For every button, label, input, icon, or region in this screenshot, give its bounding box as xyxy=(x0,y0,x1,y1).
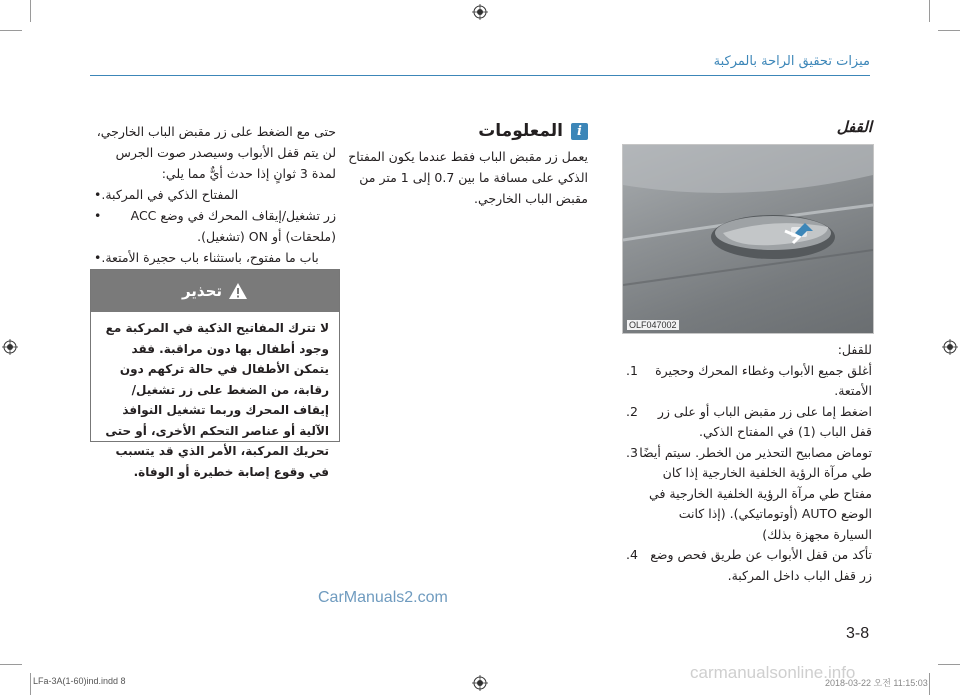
warning-triangle-icon xyxy=(228,282,248,300)
section-title: القفل xyxy=(836,118,872,136)
step-item: 2. اضغط إما على زر مقبض الباب أو على زر قفل الباب (1) في المفتاح الذكي. xyxy=(626,403,872,439)
crop-mark xyxy=(0,30,22,31)
page-number: 3-8 xyxy=(846,625,870,642)
crop-mark xyxy=(30,0,31,22)
footer-filename: LFa-3A(1-60)ind.indd 8 xyxy=(33,676,126,686)
crop-mark xyxy=(929,0,930,22)
conditions-list xyxy=(88,184,336,268)
step-item: 1. أغلق جميع الأبواب وغطاء المحرك وحجيرة الأمتعة. xyxy=(626,362,872,398)
warning-text: لا تترك المفاتيح الذكية في المركبة مع وجود أطفال بها دون مراقبة. فقد يتمكن الأطفال في حالة تركهم دون رقابة، من الضغط على زر تشغيل/إيقاف المحرك وربما تشغيل النوافذ الآلية أو عناصر التحكم الأخرى، أو حتى تحريك المركبة، الأمر الذي قد يتسبب في وقوع إصابة خطيرة أو الوفاة. xyxy=(105,321,329,479)
lock-conditions xyxy=(88,121,336,268)
crop-mark xyxy=(30,673,31,695)
registration-mark-icon xyxy=(472,4,488,20)
conditions-intro: حتى مع الضغط على زر مقبض الباب الخارجي، لن يتم قفل الأبواب وسيصدر صوت الجرس لمدة 3 ثوانٍ إذا حدث أيٌّ مما يلي: xyxy=(96,124,336,181)
running-header: ميزات تحقيق الراحة بالمركبة xyxy=(713,54,870,69)
step-item: 4. تأكد من قفل الأبواب عن طريق فحص وضع زر قفل الباب داخل المركبة. xyxy=(626,547,872,583)
site-watermark: carmanualsonline.info xyxy=(690,663,856,682)
footer-timestamp: 2018-03-22 오전 11:15:03 xyxy=(825,678,928,688)
step-item: 3. توماض مصابيح التحذير من الخطر. سيتم أيضًا طي مرآة الرؤية الخلفية الخارجية إذا كان مفتاح طي مرآة الرؤية الخلفية الخارجية في الوضع AUTO (أوتوماتيكي). (إذا كانت السيارة مجهزة بذلك) xyxy=(626,444,872,542)
door-handle-illustration xyxy=(623,145,873,333)
info-heading xyxy=(348,118,588,144)
info-text: يعمل زر مقبض الباب فقط عندما يكون المفتاح الذكي على مسافة ما بين 0.7 إلى 1 متر من مقبض الباب الخارجي. xyxy=(348,149,588,206)
steps-intro: للقفل: xyxy=(837,342,872,357)
watermark: CarManuals2.com xyxy=(318,589,448,606)
crop-mark xyxy=(938,664,960,665)
list-item: • المفتاح الذكي في المركبة. xyxy=(94,187,239,202)
locking-steps xyxy=(622,340,872,586)
crop-mark xyxy=(938,30,960,31)
registration-mark-icon xyxy=(942,339,958,355)
warning-title: تحذير xyxy=(181,282,223,300)
warning-header xyxy=(91,270,339,312)
photo-code: OLF047002 xyxy=(629,320,677,330)
crop-mark xyxy=(929,673,930,695)
door-handle-photo xyxy=(622,144,874,334)
registration-mark-icon xyxy=(472,675,488,691)
crop-mark xyxy=(0,664,22,665)
header-divider xyxy=(90,75,870,76)
warning-box xyxy=(90,269,340,479)
list-item: • زر تشغيل/إيقاف المحرك في وضع ACC (ملحقات) أو ON (تشغيل). xyxy=(94,208,336,244)
registration-mark-icon xyxy=(2,339,18,355)
info-icon: i xyxy=(571,123,588,140)
list-item: • باب ما مفتوح، باستثناء باب حجيرة الأمتعة. xyxy=(94,250,319,265)
info-title: المعلومات xyxy=(478,121,563,141)
